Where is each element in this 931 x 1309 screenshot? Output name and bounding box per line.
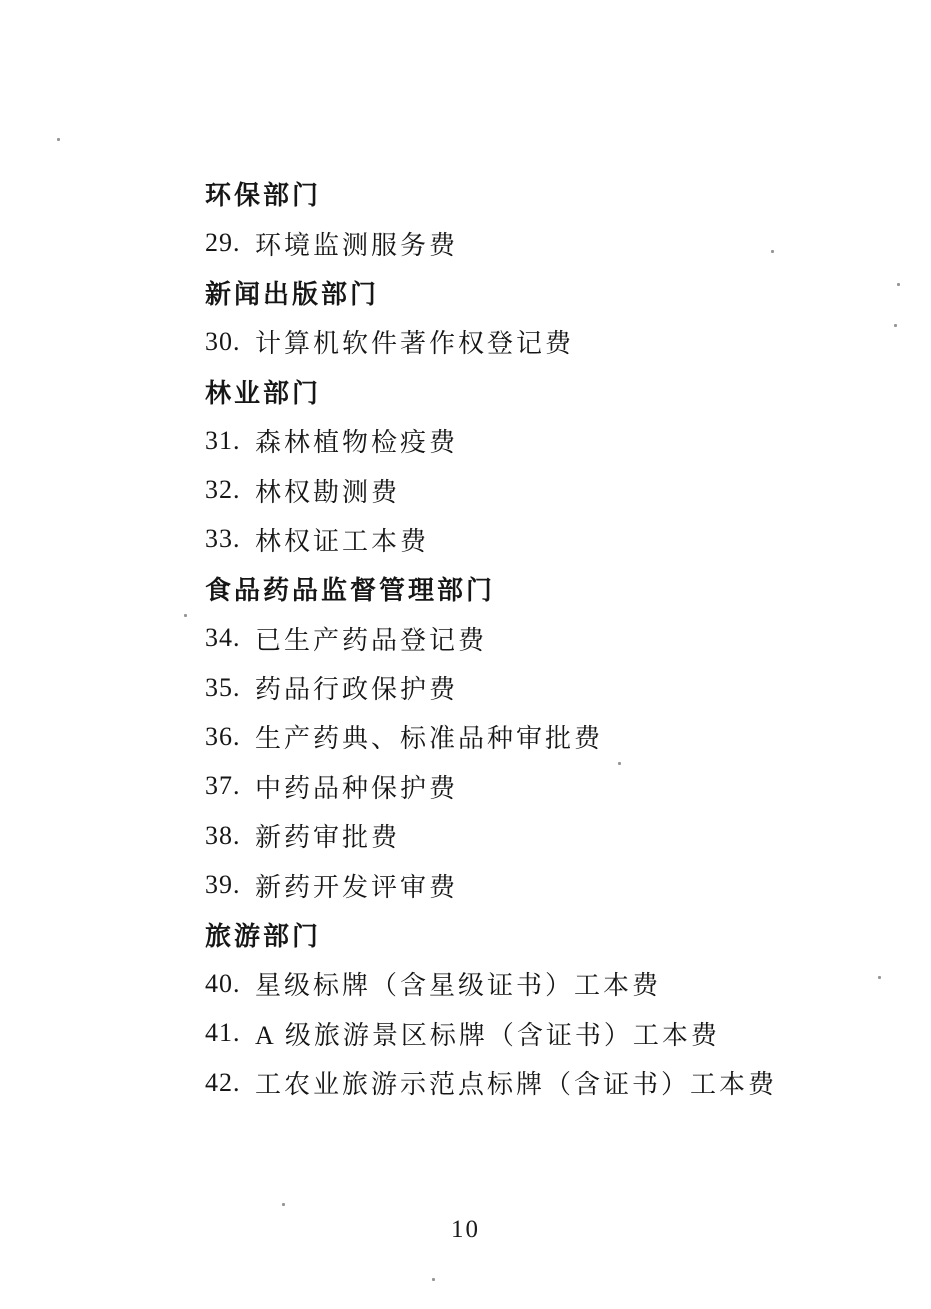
scan-speck <box>894 324 897 327</box>
list-item <box>205 663 891 712</box>
item-text: 中药品种保护费 <box>255 773 459 803</box>
item-number: 32. <box>205 475 241 505</box>
item-number: 37. <box>205 771 241 801</box>
fee-list <box>205 169 891 1107</box>
item-text: 林权证工本费 <box>255 526 430 556</box>
scan-speck <box>878 976 881 979</box>
list-item <box>205 465 891 514</box>
item-text: 林权勘测费 <box>255 477 401 507</box>
item-text: 药品行政保护费 <box>255 675 459 705</box>
list-item <box>205 614 891 663</box>
list-item <box>205 860 891 909</box>
section-heading-text: 环保部门 <box>205 181 322 211</box>
item-text: 计算机软件著作权登记费 <box>255 329 575 359</box>
item-number: 30. <box>205 326 241 356</box>
list-item <box>205 218 891 267</box>
item-number: 36. <box>205 721 241 751</box>
scan-speck <box>897 283 900 286</box>
scan-speck <box>432 1278 435 1281</box>
section-heading-forestry <box>205 367 891 416</box>
item-text: A 级旅游景区标牌（含证书）工本费 <box>255 1020 720 1050</box>
section-heading-text: 林业部门 <box>205 378 322 408</box>
section-heading-food-drug-administration <box>205 564 891 613</box>
list-item <box>205 811 891 860</box>
item-number: 38. <box>205 820 241 850</box>
scan-speck <box>282 1203 285 1206</box>
item-number: 31. <box>205 425 241 455</box>
section-heading-text: 食品药品监督管理部门 <box>205 576 496 606</box>
item-text: 环境监测服务费 <box>255 230 459 260</box>
list-item <box>205 515 891 564</box>
section-heading-tourism <box>205 910 891 959</box>
item-text: 森林植物检疫费 <box>255 428 459 458</box>
scan-speck <box>771 250 774 253</box>
item-number: 42. <box>205 1067 241 1097</box>
item-number: 40. <box>205 968 241 998</box>
page-number: 10 <box>451 1216 480 1243</box>
section-heading-text: 新闻出版部门 <box>205 279 380 309</box>
section-heading-text: 旅游部门 <box>205 922 322 952</box>
item-text: 生产药典、标准品种审批费 <box>255 724 604 754</box>
item-text: 工农业旅游示范点标牌（含证书）工本费 <box>255 1070 778 1100</box>
list-item <box>205 712 891 761</box>
item-number: 29. <box>205 228 241 258</box>
item-number: 35. <box>205 672 241 702</box>
scan-speck <box>184 614 187 617</box>
list-item <box>205 762 891 811</box>
list-item <box>205 317 891 366</box>
item-number: 33. <box>205 524 241 554</box>
section-heading-press-publication <box>205 268 891 317</box>
item-text: 新药审批费 <box>255 823 401 853</box>
list-item <box>205 1058 891 1107</box>
section-heading-environment <box>205 169 891 218</box>
scan-speck <box>57 138 60 141</box>
item-text: 星级标牌（含星级证书）工本费 <box>255 971 662 1001</box>
scan-speck <box>618 762 621 765</box>
list-item <box>205 416 891 465</box>
item-number: 39. <box>205 870 241 900</box>
list-item <box>205 959 891 1008</box>
item-number: 41. <box>205 1018 241 1048</box>
item-number: 34. <box>205 623 241 653</box>
item-text: 新药开发评审费 <box>255 872 459 902</box>
item-text: 已生产药品登记费 <box>255 625 488 655</box>
list-item <box>205 1009 891 1058</box>
